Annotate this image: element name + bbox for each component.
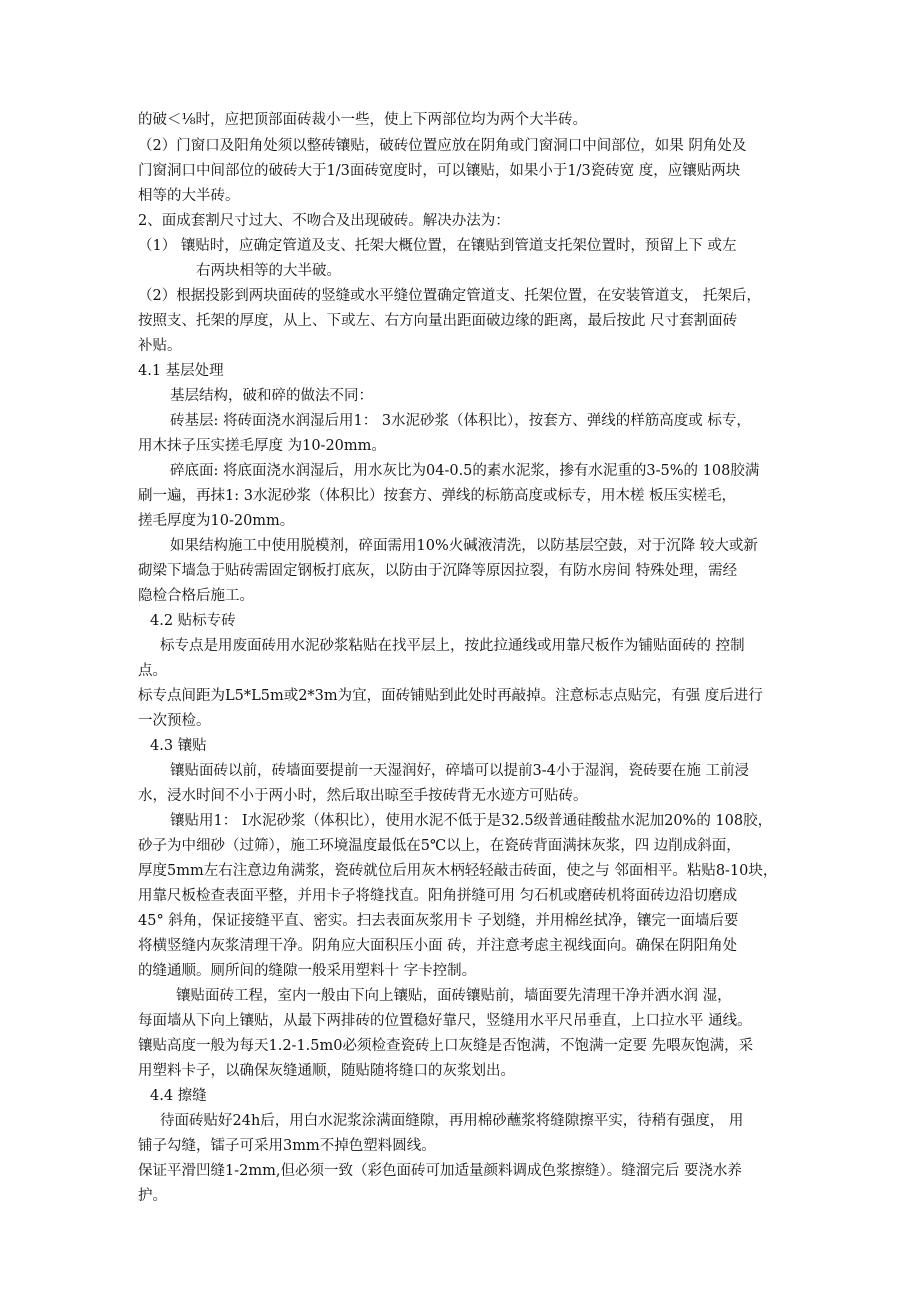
text-line: 的破＜⅛时，应把顶部面砖裁小一些，使上下两部位均为两个大半砖。: [138, 112, 588, 128]
text-line: 碎底面: 将底面浇水润湿后，用水灰比为04-0.5的素水泥浆，掺有水泥重的3-5%的 108胶满: [170, 463, 760, 479]
section-heading: 4.2 贴标专砖: [150, 613, 236, 629]
text-line: 用塑料卡子，以确保灰缝通顺，随贴随将缝口的灰浆划出。: [138, 1063, 515, 1079]
text-line: 基层结构，破和碎的做法不同：: [170, 388, 373, 404]
text-line: 标专点是用废面砖用水泥砂浆粘贴在找平层上，按此拉通线或用靠尺板作为铺贴面砖的 控制: [160, 638, 745, 654]
text-line: 砖基层: 将砖面浇水润湿后用1： 3水泥砂浆（体积比），按套方、弹线的样筋高度或 标专，: [170, 413, 751, 429]
text-line: 相等的大半砖。: [138, 188, 240, 204]
text-line: 砂子为中细砂（过筛），施工环境温度最低在5℃以上，在瓷砖背面满抹灰浆，四 边削成斜面，: [138, 838, 741, 854]
text-line: 镶贴高度一般为每天1.2-1.5m0必须检查瓷砖上口灰缝是否饱满，不饱满一定要 先喂灰饱满，采: [138, 1038, 754, 1054]
text-line: 按照支、托架的厚度，从上、下或左、右方向量出距面破边缘的距离，最后按此 尺寸套割面砖: [138, 313, 738, 329]
section-heading: 4.3 镶贴: [150, 738, 207, 754]
text-line: 搓毛厚度为10-20mm。: [138, 513, 295, 529]
text-line: 隐检合格后施工。: [138, 588, 254, 604]
text-line: 水，浸水时间不小于两小时，然后取出晾至手按砖背无水迹方可贴砖。: [138, 788, 588, 804]
text-line: 门窗洞口中间部位的破砖大于1/3面砖宽度时，可以镶贴，如果小于1/3瓷砖宽 度，应镶贴两块: [138, 163, 741, 179]
text-line: 如果结构施工中使用脱模剂，碎面需用10%火碱液清洗，以防基层空鼓，对于沉降 较大或新: [170, 538, 758, 554]
text-line: 镶贴面砖以前，砖墙面要提前一天湿润好，碎墙可以提前3-4小于湿润，瓷砖要在施 工前浸: [170, 763, 749, 779]
text-line: 铺子勾缝，镭子可采用3mm不掉色塑料圆线。: [138, 1138, 436, 1154]
text-line: 护。: [138, 1188, 167, 1204]
text-line: 每面墙从下向上镶贴，从最下两排砖的位置稳好靠尺，竖缝用水平尺吊垂直，上口拉水平 通线。: [138, 1013, 752, 1029]
text-line: 厚度5mm左右注意边角满浆，瓷砖就位后用灰木柄轻轻敲击砖面，使之与 邻面相平。粘贴8-10块，: [138, 863, 778, 879]
text-line: 的缝通顺。厕所间的缝隙一般采用塑料十 字卡控制。: [138, 963, 477, 979]
text-line: 镶贴面砖工程，室内一般由下向上镶贴，面砖镶贴前，墙面要先清理干净并洒水润 湿，: [176, 988, 732, 1004]
text-line: 刷一遍，再抹1: 3水泥砂浆（体积比）按套方、弹线的标筋高度或标专，用木槎 板压实槎毛，: [138, 488, 737, 504]
section-heading: 4.4 擦缝: [150, 1088, 207, 1104]
text-line: （2）门窗口及阳角处须以整砖镶贴，破砖位置应放在阴角或门窗洞口中间部位，如果 阴角处及: [138, 138, 747, 154]
section-heading: 4.1 基层处理: [138, 363, 224, 379]
text-line: 点。: [138, 663, 167, 679]
text-line: 2、面成套割尺寸过大、不吻合及出现破砖。解决办法为：: [138, 213, 510, 229]
text-line: 砌梁下墙急于贴砖需固定钢板打底灰，以防由于沉降等原因拉裂，有防水房间 特殊处理，需经: [138, 563, 738, 579]
text-line: （2）根据投影到两块面砖的竖缝或水平缝位置确定管道支、托架位置，在安装管道支， 托架后，: [138, 288, 761, 304]
text-line: （1） 镶贴时，应确定管道及支、托架大概位置，在镶贴到管道支托架位置时，预留上下 或左: [138, 238, 737, 254]
text-line: 镶贴用1： I水泥砂浆（体积比），使用水泥不低于是32.5级普通硅酸盐水泥加20%的 108胶，: [170, 813, 773, 829]
text-line: 补贴。: [138, 338, 182, 354]
text-line: 用靠尺板检查表面平整，并用卡子将缝找直。阳角拼缝可用 匀石机或磨砖机将面砖边沿切磨成: [138, 888, 738, 904]
text-line: 右两块相等的大半破。: [196, 263, 341, 279]
text-line: 一次预检。: [138, 713, 211, 729]
text-line: 45° 斜角，保证接缝平直、密实。扫去表面灰浆用卡 子划缝，并用棉丝拭净，镶完一面墙后要: [138, 913, 739, 929]
text-line: 待面砖贴好24h后，用白水泥浆涂满面缝隙，再用棉砂蘸浆将缝隙擦平实，待稍有强度， 用: [160, 1113, 744, 1129]
text-line: 将横竖缝内灰浆清理干净。阴角应大面积压小面 砖，并注意考虑主视线面向。确保在阴阳角处: [138, 938, 738, 954]
text-line: 标专点间距为L5*L5m或2*3m为宜，面砖铺贴到此处时再敲掉。注意标志点贴完，有强 度后进行: [138, 688, 763, 704]
text-line: 保证平滑凹缝1-2mm,但必须一致（彩色面砖可加适量颜料调成色浆擦缝）。缝溜完后 要浇水养: [138, 1163, 742, 1179]
text-line: 用木抹子压实搓毛厚度 为10-20mm。: [138, 438, 386, 454]
